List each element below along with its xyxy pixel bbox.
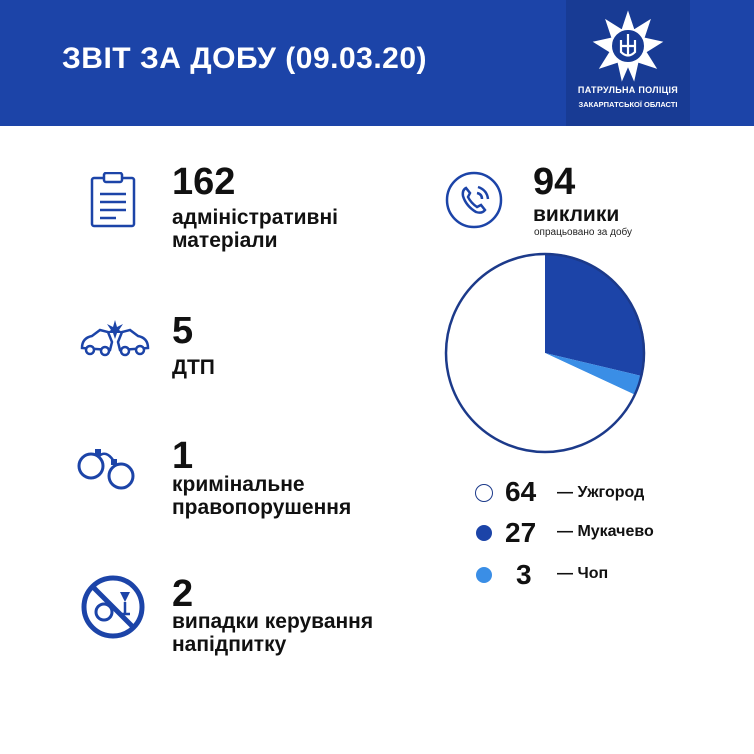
handcuffs-icon xyxy=(75,442,137,492)
phone-icon xyxy=(444,170,504,230)
criminal-count: 1 xyxy=(172,435,194,477)
police-star-icon xyxy=(592,10,664,82)
legend-dot-chop xyxy=(476,567,492,583)
criminal-label-1: кримінальне xyxy=(172,473,305,496)
legend-dot-uzhhorod xyxy=(475,484,493,502)
page-title: ЗВІТ ЗА ДОБУ (09.03.20) xyxy=(62,42,428,75)
logo-title: ПАТРУЛЬНА ПОЛІЦІЯ xyxy=(577,85,679,95)
header-banner xyxy=(0,0,754,126)
no-drunk-driving-icon xyxy=(80,574,146,640)
admin-materials-label-1: адміністративні xyxy=(172,206,338,229)
car-crash-icon xyxy=(78,318,152,358)
legend-value-chop: 3 xyxy=(516,559,532,590)
drunk-driving-label-2: напідпитку xyxy=(172,633,287,656)
drunk-driving-count: 2 xyxy=(172,573,194,615)
legend-city-uzhhorod: — Ужгород xyxy=(557,484,645,501)
calls-label: виклики xyxy=(533,203,620,226)
calls-sublabel: опрацьовано за добу xyxy=(534,227,633,238)
legend-city-mukachevo: — Мукачево xyxy=(557,523,654,540)
police-logo xyxy=(566,0,690,126)
calls-pie-chart xyxy=(443,251,647,455)
criminal-label-2: правопорушення xyxy=(172,496,352,519)
drunk-driving-label-1: випадки керування xyxy=(172,610,374,633)
admin-materials-label-2: матеріали xyxy=(172,229,278,252)
legend-value-mukachevo: 27 xyxy=(505,517,537,548)
admin-materials-count: 162 xyxy=(172,161,236,203)
logo-subtitle: ЗАКАРПАТСЬКОЇ ОБЛАСТІ xyxy=(578,100,678,109)
clipboard-icon xyxy=(90,172,136,228)
dtp-label: ДТП xyxy=(172,356,215,379)
calls-count: 94 xyxy=(533,161,576,203)
dtp-count: 5 xyxy=(172,310,194,352)
legend-city-chop: — Чоп xyxy=(557,565,609,582)
legend-value-uzhhorod: 64 xyxy=(505,476,537,507)
legend-dot-mukachevo xyxy=(476,525,492,541)
